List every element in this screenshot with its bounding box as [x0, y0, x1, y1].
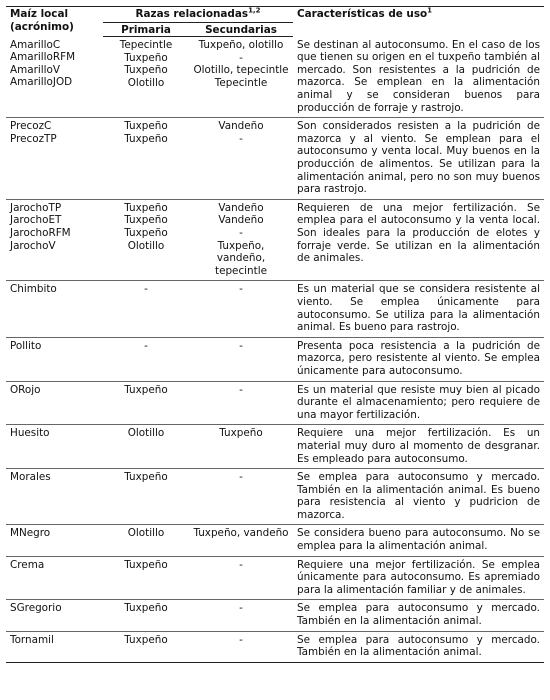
- table-row: [6, 37, 544, 118]
- use-description-cell: Es un material que resiste muy bien al picado durante el almacenamiento; pero requiere de una mayor fertilización.: [293, 381, 544, 425]
- maize-name-cell: MNegro: [6, 525, 103, 556]
- use-description-cell: Son considerados resisten a la pudrición de mazorca y al viento. Se emplean para el autoconsumo y venta local. Muy buenos en la producción de alimentos. Se utilizan para la alimentación animal, pero no son muy buenos para rastrojo.: [293, 118, 544, 200]
- secondary-race-cell: -: [189, 600, 293, 631]
- header-use-characteristics: Características de uso$^1$: [293, 7, 544, 37]
- table-header: [6, 7, 544, 37]
- table-row: [6, 281, 544, 337]
- primary-race-cell: Olotillo: [103, 525, 189, 556]
- maize-name-cell: Huesito: [6, 425, 103, 469]
- primary-race-cell: Olotillo: [103, 425, 189, 469]
- maize-name-cell: Chimbito: [6, 281, 103, 337]
- table-row: [6, 600, 544, 631]
- primary-race-cell: Tuxpeño: [103, 469, 189, 525]
- use-description-cell: Requiere una mejor fertilización. Se emplea únicamente para autoconsumo. Es apremiado para la alimentación familiar y de animales.: [293, 556, 544, 600]
- table-row: [6, 118, 544, 200]
- use-description-cell: Requiere una mejor fertilización. Es un material muy duro al momento de desgranar. Es empleado para autoconsumo.: [293, 425, 544, 469]
- table-row: [6, 425, 544, 469]
- primary-race-cell: -: [103, 281, 189, 337]
- primary-race-cell: Tuxpeño Tuxpeño: [103, 118, 189, 200]
- header-related-races: Razas relacionadas$^{1,2}$: [103, 7, 293, 23]
- secondary-race-cell: -: [189, 631, 293, 662]
- header-secondary: Secundarias: [189, 23, 293, 37]
- primary-race-cell: Tuxpeño Tuxpeño Tuxpeño Olotillo: [103, 199, 189, 281]
- secondary-race-cell: Vandeño -: [189, 118, 293, 200]
- primary-race-cell: -: [103, 337, 189, 381]
- table-row: [6, 556, 544, 600]
- secondary-race-cell: Tuxpeño, vandeño: [189, 525, 293, 556]
- secondary-race-cell: -: [189, 337, 293, 381]
- maize-name-cell: SGregorio: [6, 600, 103, 631]
- primary-race-cell: Tuxpeño: [103, 556, 189, 600]
- maize-name-cell: PrecozC PrecozTP: [6, 118, 103, 200]
- maize-name-cell: ORojo: [6, 381, 103, 425]
- secondary-race-cell: -: [189, 556, 293, 600]
- secondary-race-cell: Vandeño Vandeño - Tuxpeño, vandeño, tepecintle: [189, 199, 293, 281]
- secondary-race-cell: -: [189, 281, 293, 337]
- use-description-cell: Se considera bueno para autoconsumo. No se emplea para la alimentación animal.: [293, 525, 544, 556]
- secondary-race-cell: Tuxpeño, olotillo - Olotillo, tepecintle Tepecintle: [189, 37, 293, 118]
- use-description-cell: Presenta poca resistencia a la pudrición de mazorca, pero resistente al viento. Se emplea únicamente para autoconsumo.: [293, 337, 544, 381]
- use-description-cell: Se emplea para autoconsumo y mercado. También en la alimentación animal. Es bueno para resistencia al viento y pudricion de mazorca.: [293, 469, 544, 525]
- maize-name-cell: Crema: [6, 556, 103, 600]
- maize-name-cell: JarochoTP JarochoET JarochoRFM JarochoV: [6, 199, 103, 281]
- use-description-cell: Es un material que se considera resistente al viento. Se emplea únicamente para autoconsumo. Se utiliza para la alimentación animal. Es bueno para rastrojo.: [293, 281, 544, 337]
- table-row: [6, 525, 544, 556]
- use-description-cell: Se destinan al autoconsumo. En el caso de los que tienen su origen en el tuxpeño también al mercado. Son resistentes a la pudrición de mazorca. Se emplean en la alimentación animal y se consideran buenos para producción de forraje y rastrojo.: [293, 37, 544, 118]
- header-local-maize: Maíz local (acrónimo): [6, 7, 103, 37]
- secondary-race-cell: -: [189, 469, 293, 525]
- table-row: [6, 199, 544, 281]
- maize-uses-table: [6, 6, 544, 663]
- header-primary: Primaria: [103, 23, 189, 37]
- maize-name-cell: Tornamil: [6, 631, 103, 662]
- secondary-race-cell: Tuxpeño: [189, 425, 293, 469]
- primary-race-cell: Tuxpeño: [103, 600, 189, 631]
- maize-name-cell: AmarilloC AmarilloRFM AmarilloV AmarilloJOD: [6, 37, 103, 118]
- secondary-race-cell: -: [189, 381, 293, 425]
- table-body: [6, 37, 544, 663]
- use-description-cell: Requieren de una mejor fertilización. Se emplea para el autoconsumo y la venta local. Son ideales para la producción de elotes y forraje verde. Se utilizan en la alimentación de animales.: [293, 199, 544, 281]
- use-description-cell: Se emplea para autoconsumo y mercado. También en la alimentación animal.: [293, 600, 544, 631]
- primary-race-cell: Tuxpeño: [103, 631, 189, 662]
- use-description-cell: Se emplea para autoconsumo y mercado. También en la alimentación animal.: [293, 631, 544, 662]
- primary-race-cell: Tuxpeño: [103, 381, 189, 425]
- table-row: [6, 337, 544, 381]
- maize-name-cell: Pollito: [6, 337, 103, 381]
- table-row: [6, 469, 544, 525]
- primary-race-cell: Tepecintle Tuxpeño Tuxpeño Olotillo: [103, 37, 189, 118]
- table-row: [6, 631, 544, 662]
- table-row: [6, 381, 544, 425]
- maize-name-cell: Morales: [6, 469, 103, 525]
